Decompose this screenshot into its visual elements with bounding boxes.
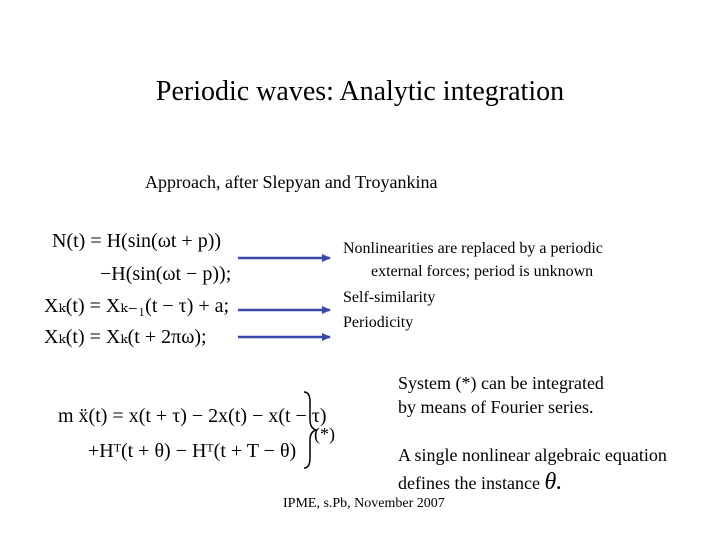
equation-text-line2 [398, 469, 562, 496]
note-nonlinearities-line2: external forces; period is unknown [371, 263, 594, 280]
footer: IPME, s.Pb, November 2007 [283, 496, 445, 511]
system-text-line1: System (*) can be integrated [398, 373, 604, 393]
theta-symbol: θ. [544, 469, 563, 495]
slide-title: Periodic waves: Analytic integration [155, 76, 565, 107]
note-nonlinearities-line1: Nonlinearities are replaced by a periodic [343, 240, 603, 257]
system-text-line2: by means of Fourier series. [398, 397, 594, 417]
equation-system-line1: m ẍ(t) = x(t + τ) − 2x(t) − x(t − τ) [58, 405, 327, 427]
equation-n-line2: −H(sin(ωt − p)); [100, 263, 232, 285]
equation-n-line1: N(t) = H(sin(ωt + p)) [52, 230, 222, 252]
note-self-similarity: Self-similarity [343, 289, 436, 306]
equation-system-line2: +Hᵀ(t + θ) − Hᵀ(t + T − θ) [88, 440, 297, 462]
note-periodicity: Periodicity [343, 314, 414, 331]
equation-text-line1: A single nonlinear algebraic equation [398, 445, 667, 465]
equation-text-line2-words: defines the instance [398, 473, 540, 493]
equation-self-similarity: Xₖ(t) = Xₖ₋₁(t − τ) + a; [44, 295, 230, 317]
slide-subtitle: Approach, after Slepyan and Troyankina [145, 172, 438, 192]
equation-periodicity: Xₖ(t) = Xₖ(t + 2πω); [44, 326, 207, 348]
equation-marker: (*) [314, 424, 335, 444]
